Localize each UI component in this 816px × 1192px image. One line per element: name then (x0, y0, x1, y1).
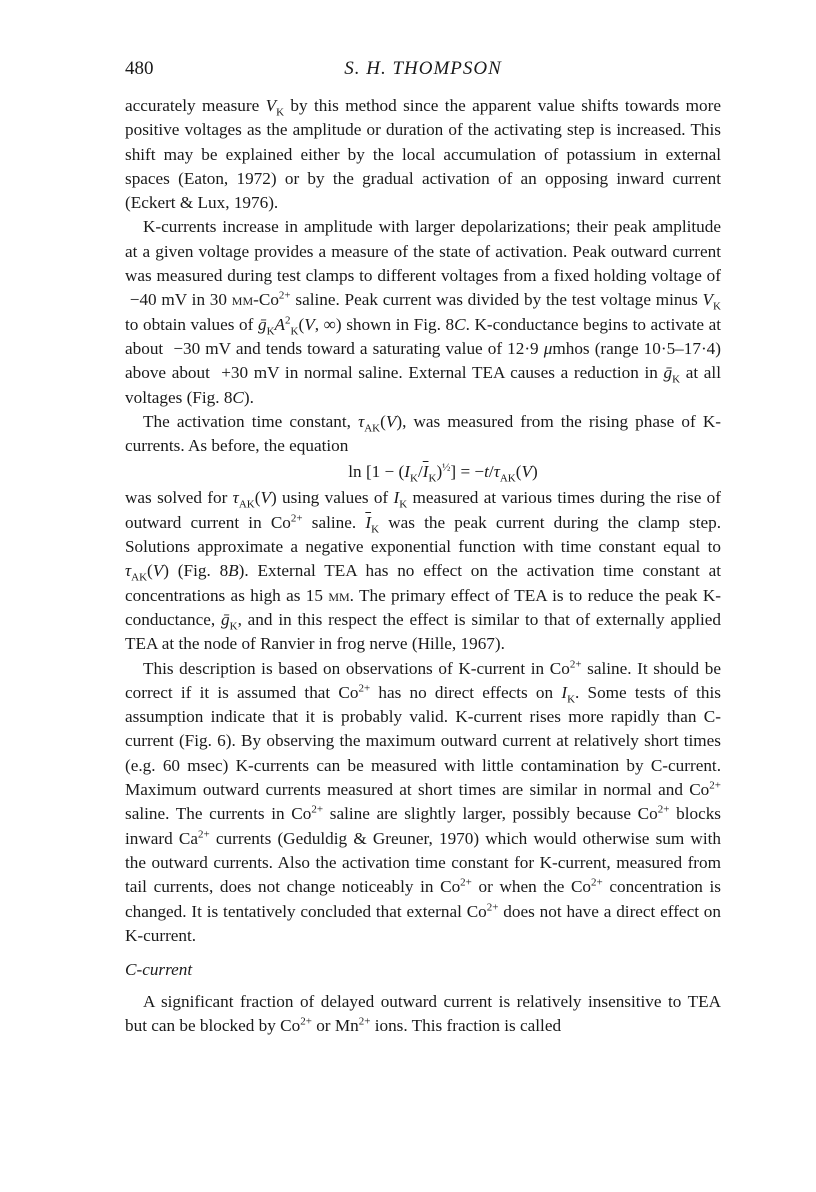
equation: $\ln [1 - (I_K/\overline{I}_K)^{\frac{1}{2}}] = -t/\tau_{AK}(V)$ (348, 461, 538, 485)
paragraph-2: K-currents increase in amplitude with larger depolarizations; their peak amplitude at a given voltage provides a measure of the state of activation. Peak outward current was measured during test clamps to different voltages from a fixed holding voltage of −40 mV in 30 $mm-Co^{2+}$ saline. Peak current was divided by the test voltage minus $V_K$ to obtain values of $ḡ_KA^2_K(V$, ∞) shown in Fig. 8C. K-conductance begins to activate at about −30 mV and tends toward a saturating value of 12·9 μmhos (range 10·5–17·4) above about +30 mV in normal saline. External TEA causes a reduction in ḡ$_K$ at all voltages (Fig. 8C). (125, 217, 721, 407)
paragraph-5: This description is based on observations of K-current in $Co^{2+}$ saline. It should be correct if it is assumed that $Co^{2+}$ has no direct effects on $I_K$. Some tests of this assumption indicate that it is probably valid. K-current rises more rapidly than C-current (Fig. 6). By observing the maximum outward current at relatively short times (e.g. 60 msec) K-currents can be measured with little contamination by C-current. Maximum outward currents measured at short times are similar in normal and $Co^{2+}$ saline. The currents in $Co^{2+}$ saline are slightly larger, possibly because $Co^{2+}$ blocks inward $Ca^{2+}$ currents (Geduldig & Greuner, 1970) which would otherwise sum with the outward currents. Also the activation time constant for K-current, measured from tail currents, does not change noticeably in $Co^{2+}$ or when the $Co^{2+}$ concentration is changed. It is tentatively concluded that external $Co^{2+}$ does not have a direct effect on K-current. (125, 657, 721, 945)
page-number: 480 (125, 58, 154, 79)
section-heading: C-current (125, 960, 193, 980)
running-head: S. H. THOMPSON (344, 58, 502, 79)
paragraph-6: A significant fraction of delayed outward current is relatively insensitive to TEA but can be blocked by $Co^{2+}$ or $Mn^{2+}$ ions. This fraction is called (125, 992, 721, 1036)
page-header (125, 58, 721, 94)
paragraph-1: accurately measure $V_K$ by this method since the apparent value shifts towards more positive voltages as the amplitude or duration of the activating step is increased. This shift may be explained either by the local accumulation of potassium in external spaces (Eaton, 1972) or by the gradual activation of an opposing inward current (Eckert & Lux, 1976). (125, 96, 721, 213)
paper-page (125, 58, 721, 1039)
paragraph-3: The activation time constant, $\tau_{AK}(V)$, was measured from the rising phase of K-currents. As before, the equation (125, 411, 721, 456)
paragraph-4: was solved for $\tau_{AK}(V)$ using values of $I_K$ measured at various times during the rise of outward current in $Co^{2+}$ saline. $\overline{I}_K$ was the peak current during the clamp step. Solutions approximate a negative exponential function with time constant equal to $\tau_{AK}(V)$ (Fig. 8B). External TEA has no effect on the activation time constant at concentrations as high as 15 mm. The primary effect of TEA is to reduce the peak K-conductance, ḡ$_K$, and in this respect the effect is similar to that of externally applied TEA at the node of Ranvier in frog nerve (Hille, 1967). (125, 488, 722, 654)
